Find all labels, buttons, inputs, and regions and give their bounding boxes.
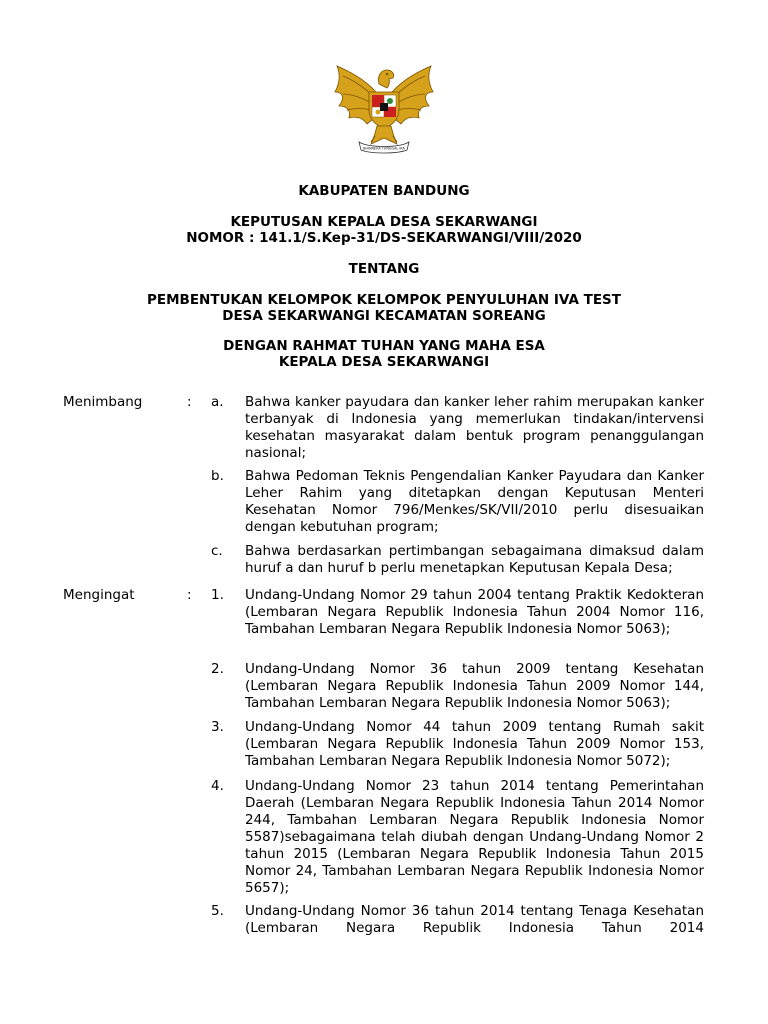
mengingat-marker-3: 3. xyxy=(211,719,224,735)
menimbang-item-b: Bahwa Pedoman Teknis Pengendalian Kanker Payudara dan Kanker Leher Rahim yang ditetapkan dengan Keputusan Menteri Kesehatan Nomor 796/Menkes/SK/VII/2010 perlu disesuaikan dengan kebutuhan program; xyxy=(245,468,704,535)
menimbang-marker-c: c. xyxy=(211,543,223,559)
mengingat-marker-5: 5. xyxy=(211,903,224,919)
blessing-heading xyxy=(0,338,768,370)
subject-line-1: PEMBENTUKAN KELOMPOK KELOMPOK PENYULUHAN IVA TEST xyxy=(147,292,621,308)
regency-name: KABUPATEN BANDUNG xyxy=(298,183,470,199)
menimbang-colon: : xyxy=(187,394,192,410)
mengingat-item-2: Undang-Undang Nomor 36 tahun 2009 tentang Kesehatan (Lembaran Negara Republik Indonesia Tahun 2009 Nomor 144, Tambahan Lembaran Negara Republik Indonesia Nomor 5063); xyxy=(245,661,704,711)
garuda-emblem-icon xyxy=(329,62,439,154)
decree-title: KEPUTUSAN KEPALA DESA SEKARWANGI xyxy=(230,214,538,230)
mengingat-marker-4: 4. xyxy=(211,778,224,794)
menimbang-item-a: Bahwa kanker payudara dan kanker leher rahim merupakan kanker terbanyak di Indonesia yang memerlukan tindakan/intervensi kesehatan masyarakat dalam bentuk program penanggulangan nasional; xyxy=(245,394,704,461)
mengingat-label: Mengingat xyxy=(63,587,135,603)
mengingat-item-5: Undang-Undang Nomor 36 tahun 2014 tentang Tenaga Kesehatan (Lembaran Negara Republik Indonesia Tahun 2014 xyxy=(245,903,704,936)
subject-line-2: DESA SEKARWANGI KECAMATAN SOREANG xyxy=(222,308,546,324)
mengingat-colon: : xyxy=(187,587,192,603)
mengingat-item-3: Undang-Undang Nomor 44 tahun 2009 tentang Rumah sakit (Lembaran Negara Republik Indonesia Tahun 2009 Nomor 153, Tambahan Lembaran Negara Republik Indonesia Nomor 5072); xyxy=(245,719,704,769)
regency-heading xyxy=(0,183,768,199)
decree-number: NOMOR : 141.1/S.Kep-31/DS-SEKARWANGI/VIII/2020 xyxy=(186,230,582,246)
menimbang-item-c: Bahwa berdasarkan pertimbangan sebagaimana dimaksud dalam huruf a dan huruf b perlu menetapkan Keputusan Kepala Desa; xyxy=(245,543,704,576)
mengingat-item-4: Undang-Undang Nomor 23 tahun 2014 tentang Pemerintahan Daerah (Lembaran Negara Republik Indonesia Tahun 2014 Nomor 244, Tambahan Lembaran Negara Republik Indonesia Nomor 5587)sebagaimana telah diubah dengan Undang-Undang Nomor 2 tahun 2015 (Lembaran Negara Republik Indonesia Tahun 2015 Nomor 24, Tambahan Lembaran Negara Republik Indonesia Nomor 5657); xyxy=(245,778,704,896)
about-heading xyxy=(0,261,768,277)
blessing-line-2: KEPALA DESA SEKARWANGI xyxy=(278,354,490,370)
mengingat-marker-2: 2. xyxy=(211,661,224,677)
emblem-motto: BHINNEKA TUNGGAL IKA xyxy=(363,146,405,151)
about-label: TENTANG xyxy=(348,261,420,277)
menimbang-marker-b: b. xyxy=(211,468,224,484)
subject-heading xyxy=(0,292,768,324)
menimbang-label: Menimbang xyxy=(63,394,143,410)
mengingat-marker-1: 1. xyxy=(211,587,224,603)
mengingat-item-1: Undang-Undang Nomor 29 tahun 2004 tentang Praktik Kedokteran (Lembaran Negara Republik Indonesia Tahun 2004 Nomor 116, Tambahan Lembaran Negara Republik Indonesia Nomor 5063); xyxy=(245,587,704,637)
menimbang-marker-a: a. xyxy=(211,394,224,410)
decree-heading xyxy=(0,214,768,246)
blessing-line-1: DENGAN RAHMAT TUHAN YANG MAHA ESA xyxy=(223,338,545,354)
